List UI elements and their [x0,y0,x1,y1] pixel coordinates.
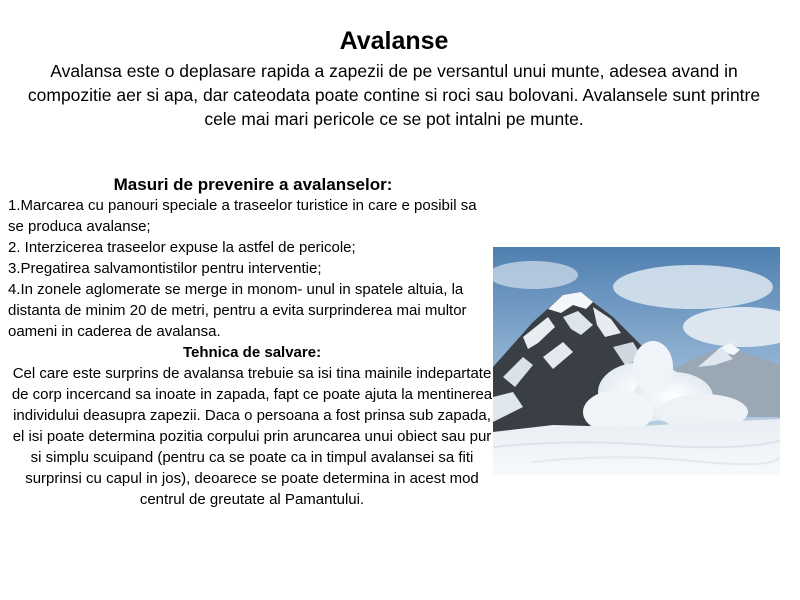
prevention-item: 2. Interzicerea traseelor expuse la astfel de pericole; [8,239,356,256]
prevention-list [8,195,496,342]
content-column [8,174,496,510]
prevention-item: 3.Pregatirea salvamontistilor pentru interventie; [8,260,322,277]
prevention-item: 1.Marcarea cu panouri speciale a traseelor turistice in care e posibil sa se produca avalanse; [8,197,477,235]
avalanche-mountain-icon [493,247,780,475]
prevention-item: 4.In zonele aglomerate se merge in monom- unul in spatele altuia, la distanta de minim 20 de metri, pentru a evita surprinderea mai multor oameni in caderea de avalansa. [8,281,467,340]
slide-title: Avalanse [339,27,449,55]
avalanche-photo [493,247,780,475]
intro-paragraph: Avalansa este o deplasare rapida a zapezii de pe versantul unui munte, adesea avand in compozitie aer si apa, dar cateodata poate contine si roci sau bolovani. Avalansele sunt printre cele mai mari pericole ce se pot intalni pe munte. [27,61,761,129]
rescue-paragraph: Cel care este surprins de avalansa trebuie sa isi tina mainile indepartate de corp incercand sa inoate in zapada, fapt ce poate ajuta la mentinerea individului deasupra zapezii. Daca o persoana a fost prinsa sub zapada, el isi poate determina pozitia corpului prin aruncarea unui obiect sau pur si simplu scuipand (pentru ca se poate ca in timpul avalansei sa fiti surprinsi cu capul in jos), deoarece se poate determina in acest mod centrul de greutate al Pamantului. [11,365,493,508]
prevention-heading: Masuri de prevenire a avalanselor: [113,175,393,194]
rescue-heading: Tehnica de salvare: [182,344,322,361]
